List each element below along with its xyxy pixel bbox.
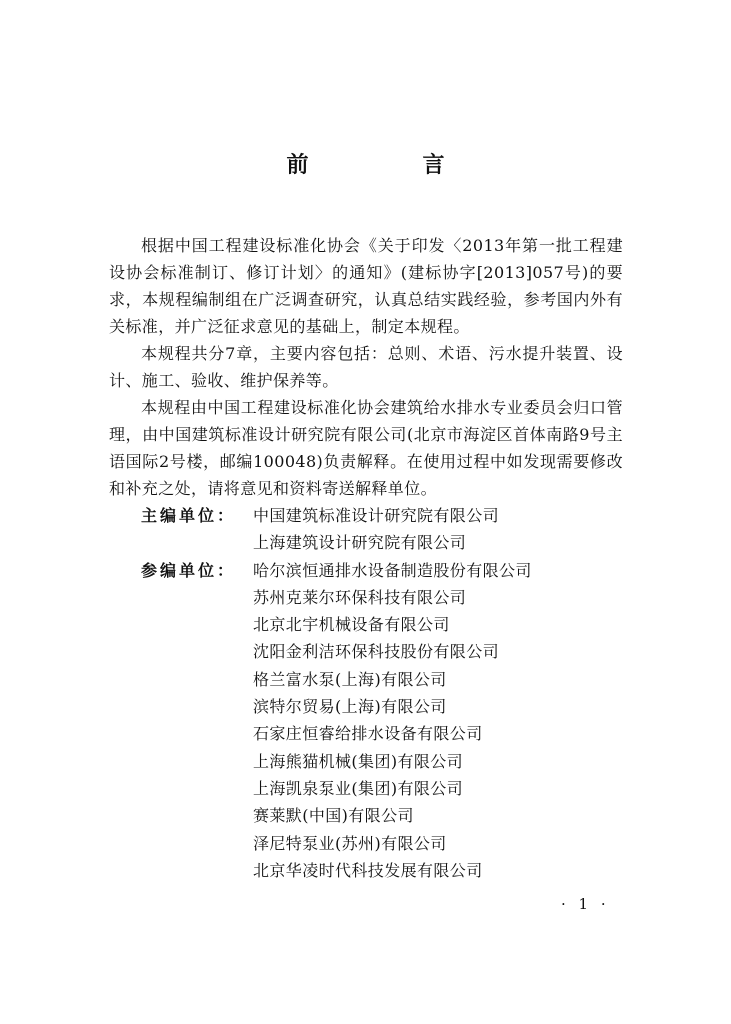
participating-unit-row: [109, 720, 623, 747]
participating-unit-row: [109, 584, 623, 611]
participating-unit-row: [109, 830, 623, 857]
participating-unit-name: 石家庄恒睿给排水设备有限公司: [253, 724, 483, 744]
chief-unit-row: [109, 529, 623, 556]
paragraph-management: 本规程由中国工程建设标准化协会建筑给水排水专业委员会归口管理，由中国建筑标准设计研究院有限公司(北京市海淀区首体南路9号主语国际2号楼，邮编100048)负责解释。在使用过程中如发现需要修改和补充之处，请将意见和资料寄送解释单位。: [109, 398, 623, 498]
participating-unit-row: [109, 638, 623, 665]
participating-units-label: 参编单位：: [141, 560, 237, 580]
participating-unit-name: 滨特尔贸易(上海)有限公司: [253, 697, 447, 717]
chief-units-block: [109, 502, 623, 557]
participating-units-block: [109, 557, 623, 885]
participating-unit-name: 格兰富水泵(上海)有限公司: [253, 669, 447, 689]
page-title: 前 言: [286, 153, 491, 178]
participating-unit-row: [109, 857, 623, 884]
participating-unit-name: 沈阳金利洁环保科技股份有限公司: [253, 642, 500, 662]
participating-unit-row: [109, 775, 623, 802]
participating-unit-row: [109, 693, 623, 720]
paragraph-background: 根据中国工程建设标准化协会《关于印发〈2013年第一批工程建设协会标准制订、修订计划〉的通知》(建标协字[2013]057号)的要求，本规程编制组在广泛调查研究，认真总结实践经验，参考国内外有关标准，并广泛征求意见的基础上，制定本规程。: [109, 236, 623, 336]
participating-unit-name: 苏州克莱尔环保科技有限公司: [253, 587, 467, 607]
participating-unit-name: 赛莱默(中国)有限公司: [253, 806, 414, 826]
paragraph-contents: 本规程共分7章，主要内容包括：总则、术语、污水提升装置、设计、施工、验收、维护保养等。: [109, 344, 623, 390]
participating-unit-row: [109, 611, 623, 638]
participating-unit-row: [109, 666, 623, 693]
chief-unit-row: [109, 502, 623, 529]
participating-unit-name: 上海熊猫机械(集团)有限公司: [253, 751, 464, 771]
chief-units-label: 主编单位：: [141, 506, 237, 525]
participating-unit-name: 上海凯泉泵业(集团)有限公司: [253, 778, 464, 798]
participating-unit-row: [109, 557, 623, 584]
participating-unit-name: 哈尔滨恒通排水设备制造股份有限公司: [253, 560, 532, 580]
participating-unit-name: 北京北宇机械设备有限公司: [253, 615, 450, 635]
participating-unit-row: [109, 802, 623, 829]
chief-unit-name: 中国建筑标准设计研究院有限公司: [253, 506, 500, 525]
participating-unit-name: 北京华凌时代科技发展有限公司: [253, 860, 483, 880]
preface-body: [109, 232, 623, 884]
page-number: · 1 ·: [561, 895, 610, 913]
chief-unit-name: 上海建筑设计研究院有限公司: [253, 533, 467, 553]
participating-unit-name: 泽尼特泵业(苏州)有限公司: [253, 833, 447, 853]
participating-unit-row: [109, 748, 623, 775]
